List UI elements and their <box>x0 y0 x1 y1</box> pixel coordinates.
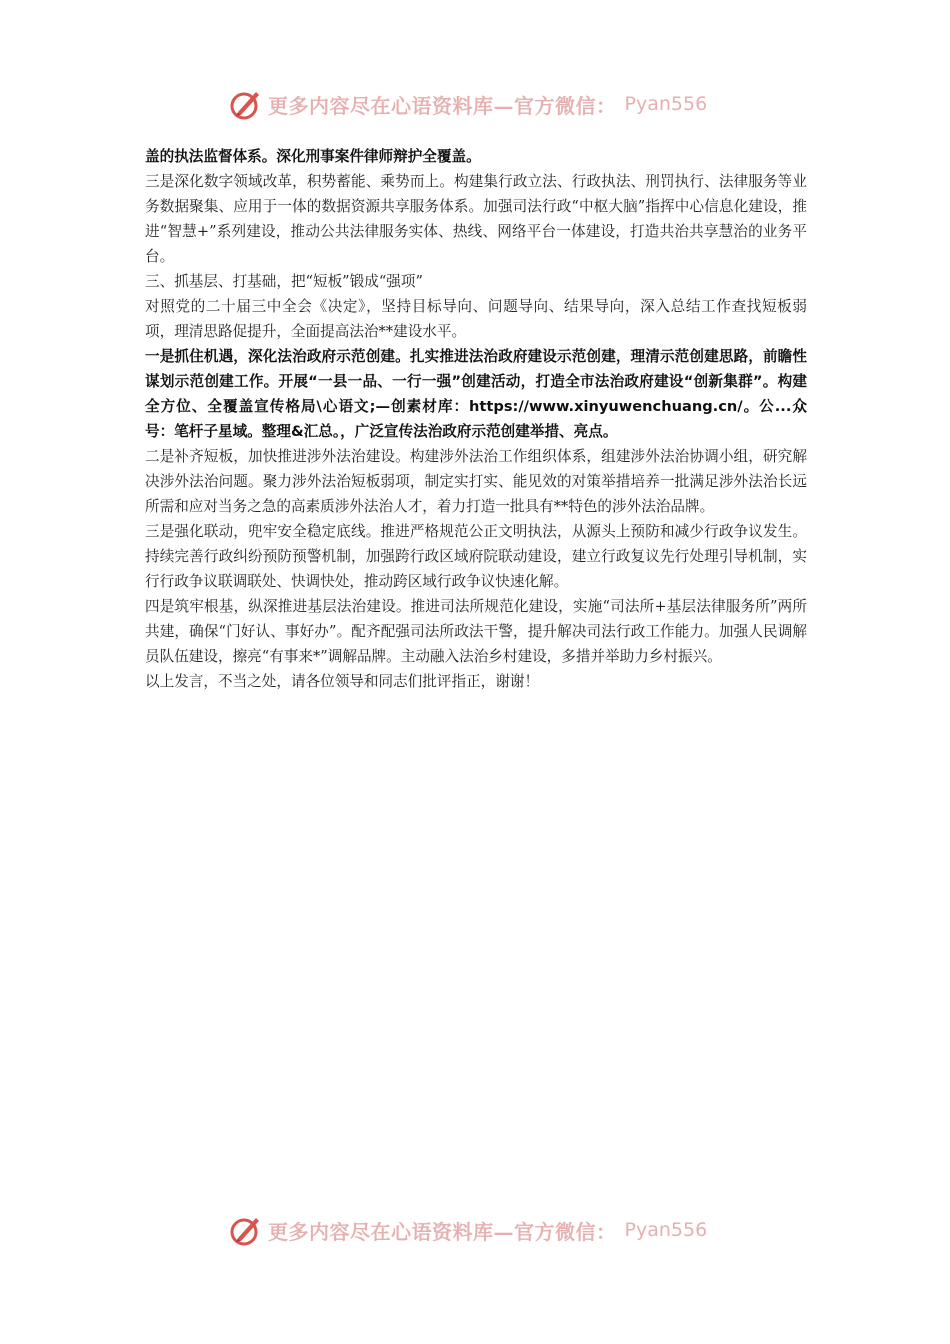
pen-logo-icon <box>228 86 264 122</box>
pen-logo-icon <box>228 1212 264 1248</box>
paragraph: 盖的执法监督体系。深化刑事案件律师辩护全覆盖。 <box>145 148 481 165</box>
watermark-wechat-id: Pyan556 <box>624 1219 708 1241</box>
paragraph: 四是筑牢根基，纵深推进基层法治建设。推进司法所规范化建设，实施“司法所+基层法律服务所”两所共建，确保“门好认、事好办”。配齐配强司法所政法干警，提升解决司法行政工作能力。加强人民调解员队伍建设，擦亮“有事来*”调解品牌。主动融入法治乡村建设，多措并举助力乡村振兴。 <box>145 598 807 665</box>
paragraph: 对照党的二十届三中全会《决定》，坚持目标导向、问题导向、结果导向，深入总结工作查找短板弱项，理清思路促提升，全面提高法治**建设水平。 <box>145 298 807 340</box>
closing-paragraph: 以上发言，不当之处，请各位领导和同志们批评指正，谢谢！ <box>145 673 540 690</box>
watermark-text: 更多内容尽在心语资料库—官方微信： <box>268 93 617 118</box>
watermark-text: 更多内容尽在心语资料库—官方微信： <box>268 1219 617 1244</box>
footer-watermark <box>228 1210 748 1250</box>
paragraph: 三是深化数字领域改革，积势蓄能、乘势而上。构建集行政立法、行政执法、刑罚执行、法律服务等业务数据聚集、应用于一体的数据资源共享服务体系。加强司法行政“中枢大脑”指挥中心信息化建设，推进“智慧+”系列建设，推动公共法律服务实体、热线、网络平台一体建设，打造共治共享慧治的业务平台。 <box>145 173 807 265</box>
document-body <box>145 144 807 694</box>
watermark-wechat-id: Pyan556 <box>624 93 708 115</box>
paragraph: 一是抓住机遇，深化法治政府示范创建。扎实推进法治政府建设示范创建，理清示范创建思路，前瞻性谋划示范创建工作。开展“一县一品、一行一强”创建活动，打造全市法治政府建设“创新集群”。构建全方位、全覆盖宣传格局\心语文;—创素材库：https://www.xinyuwenchuang.cn/。公...众号：笔杆子星域。整理&汇总。，广泛宣传法治政府示范创建举措、亮点。 <box>145 348 807 440</box>
section-heading: 三、抓基层、打基础，把“短板”锻成“强项” <box>145 273 423 290</box>
header-watermark <box>228 84 748 124</box>
paragraph: 二是补齐短板，加快推进涉外法治建设。构建涉外法治工作组织体系，组建涉外法治协调小组，研究解决涉外法治问题。聚力涉外法治短板弱项，制定实打实、能见效的对策举措培养一批满足涉外法治长远所需和应对当务之急的高素质涉外法治人才，着力打造一批具有**特色的涉外法治品牌。 <box>145 448 807 515</box>
paragraph: 三是强化联动，兜牢安全稳定底线。推进严格规范公正文明执法，从源头上预防和减少行政争议发生。持续完善行政纠纷预防预警机制，加强跨行政区域府院联动建设，建立行政复议先行处理引导机制，实行行政争议联调联处、快调快处，推动跨区域行政争议快速化解。 <box>145 523 807 590</box>
